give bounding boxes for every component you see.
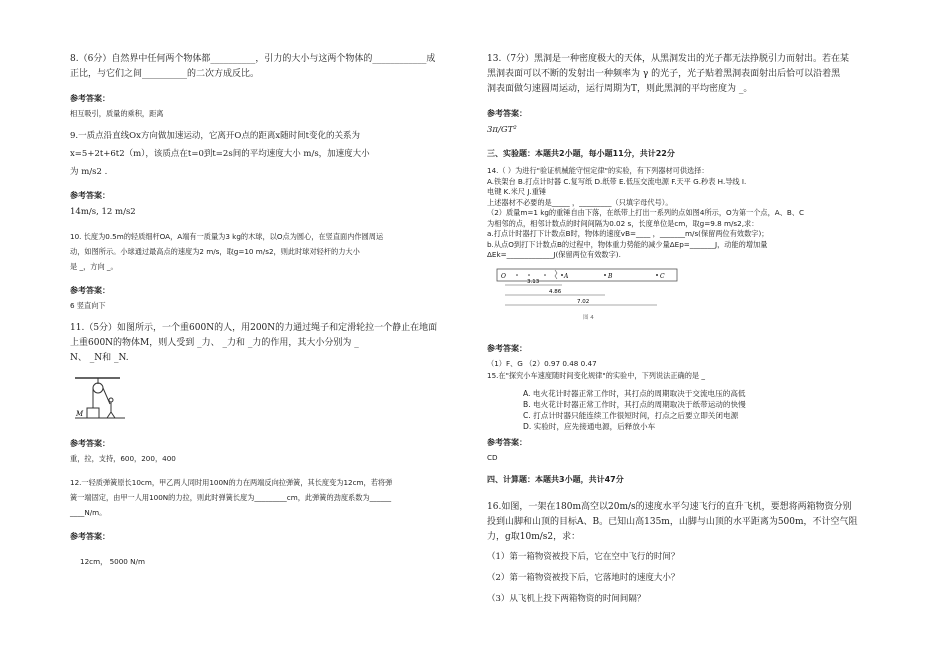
question-9: 9.一质点沿直线Ox方向做加速运动，它离开O点的距离x随时间t变化的关系为 x=5+2t+6t2（m），该质点在t=0到t=2s间的平均速度大小 m/s，加速度大小 为 m/s2 . <box>70 130 370 177</box>
option-c: C. 打点计时器只能连续工作很短时间，打点之后要立即关闭电源 <box>523 410 739 420</box>
pulley-figure <box>70 372 465 427</box>
distance-1: 3.13 <box>527 278 540 285</box>
right-column <box>487 52 882 614</box>
question-10: 10. 长度为0.5m的轻质细杆OA，A端有一质量为3 kg的木球，以O点为圆心，在竖直面内作圆周运 动，如图所示。小球通过最高点的速度为2 m/s，取g=10 m/s2，则此时球对轻杆的力大小 是 _，方向 _。 <box>70 231 384 271</box>
answer-heading: 参考答案： <box>487 437 527 447</box>
answer-heading: 参考答案： <box>70 531 110 541</box>
left-column <box>70 52 465 577</box>
section-3-heading: 三、实验题：本题共2小题，每小题11分，共计22分 <box>487 149 675 158</box>
tape-diagram <box>487 267 687 327</box>
answer-heading: 参考答案： <box>70 190 110 200</box>
answer-heading: 参考答案： <box>70 439 110 448</box>
answer-heading: 参考答案： <box>70 285 110 295</box>
answer-9: 14m/s, 12 m/s2 <box>70 206 136 217</box>
answer-12: 12cm， 5000 N/m <box>80 556 145 566</box>
question-11: 11.（5分）如图所示，一个重600N的人，用200N的力通过绳子和定滑轮拉一个静止在地面 上重600N的物体M，则人受到 _力、 _力和 _力的作用，其大小分别为 _ N、 _N和 _N. <box>70 323 438 363</box>
question-12: 12.一轻质弹簧原长10cm，甲乙两人同时用100N的力在两端反向拉弹簧，其长度变为12cm，若将弹 簧一端固定，由甲一人用100N的力拉，则此时弹簧长度为_________cm，此弹簧的劲度系数为______ ____N/m。 <box>70 477 393 517</box>
question-8: 8.（6分）自然界中任何两个物体都__________，引力的大小与这两个物体的____________成 正比，与它们之间__________的二次方成反比。 <box>70 54 436 79</box>
distance-2: 4.86 <box>549 288 562 295</box>
question-16: 16.如图，一架在180m高空以20m/s的速度水平匀速飞行的直升飞机，要想将两箱物资分别 投到山脚和山顶的目标A、B。已知山高135m，山脚与山顶的水平距离为500m，不计空气阻 力，g取10m/s2，求： <box>487 502 858 542</box>
answer-heading: 参考答案： <box>487 109 527 118</box>
option-d: D. 实验时，应先接通电源，后释放小车 <box>523 421 656 431</box>
answer-13: 3π/GT² <box>487 125 517 135</box>
answer-heading: 参考答案： <box>487 343 527 353</box>
tape-label-c: C <box>660 272 665 280</box>
answer-8: 相互吸引，质量的乘积，距离 <box>70 109 164 118</box>
distance-3: 7.02 <box>577 298 590 305</box>
answer-10: 6 竖直向下 <box>70 300 106 310</box>
tape-label-o: O <box>501 272 506 280</box>
option-b: B. 电火花计时器正常工作时，其打点的周期取决于纸带运动的快慢 <box>523 399 746 409</box>
figure-label-m: M <box>76 410 84 418</box>
question-16-part-2: （2）第一箱物资被投下后，它落地时的速度大小？ <box>487 573 680 583</box>
option-a: A. 电火花计时器正常工作时，其打点的周期取决于交流电压的高低 <box>523 388 746 398</box>
question-16-part-3: （3）从飞机上投下两箱物资的时间间隔？ <box>487 594 646 604</box>
figure-caption: 图 4 <box>583 314 594 321</box>
pulley-diagram <box>70 372 130 422</box>
question-13: 13.（7分）黑洞是一种密度极大的天体，从黑洞发出的光子都无法挣脱引力而射出。若在某 黑洞表面可以不断的发射出一种频率为 γ 的光子，光子贴着黑洞表面射出后恰可以沿着黑 洞表面做匀速圆周运动，运行周期为T，则此黑洞的平均密度为 _。 <box>487 54 850 94</box>
section-4-heading: 四、计算题：本题共3小题，共计47分 <box>487 475 624 484</box>
answer-heading: 参考答案： <box>70 94 110 103</box>
tape-figure <box>487 267 882 332</box>
answer-15: CD <box>487 452 498 462</box>
question-15: 15.在"探究小车速度随时间变化规律"的实验中，下列说法正确的是 _ <box>487 371 705 380</box>
question-14: 14.（ ）为进行"验证机械能守恒定律"的实验，有下列器材可供选择： A.铁架台 B.打点计时器 C.复写纸 D.纸带 E.低压交流电源 F.天平 G.秒表 H.导线 I. 电键 K.米尺 J.重锤 上述器材不必要的是_____ ，_________（只填字母代号）。 （2）质量m=1 kg的重锤自由下落，在纸带上打出一系列的点如图4所示，O为第一个点，A、B、C 为相邻的点，相邻计数点的时间间隔为0.02 s，长度单位是cm，取g=9.8 m/s2,求： a.打点计时器打下计数点B时，物体的速度vB=____ ，_______m/s(保留两位有效数字)； b.从点O到打下计数点B的过程中，物体重力势能的减少量ΔEp=_______J，动能的增加量 ΔEk=_____________J(保留两位有效数字). <box>487 166 805 259</box>
tape-label-a: A <box>564 272 569 280</box>
tape-label-b: B <box>608 272 613 280</box>
answer-11: 重，拉，支持，600，200，400 <box>70 454 176 463</box>
answer-14: （1）F、G （2）0.97 0.48 0.47 <box>487 358 597 368</box>
question-16-part-1: （1）第一箱物资被投下后，它在空中飞行的时间？ <box>487 552 680 562</box>
question-15-options <box>487 388 882 432</box>
